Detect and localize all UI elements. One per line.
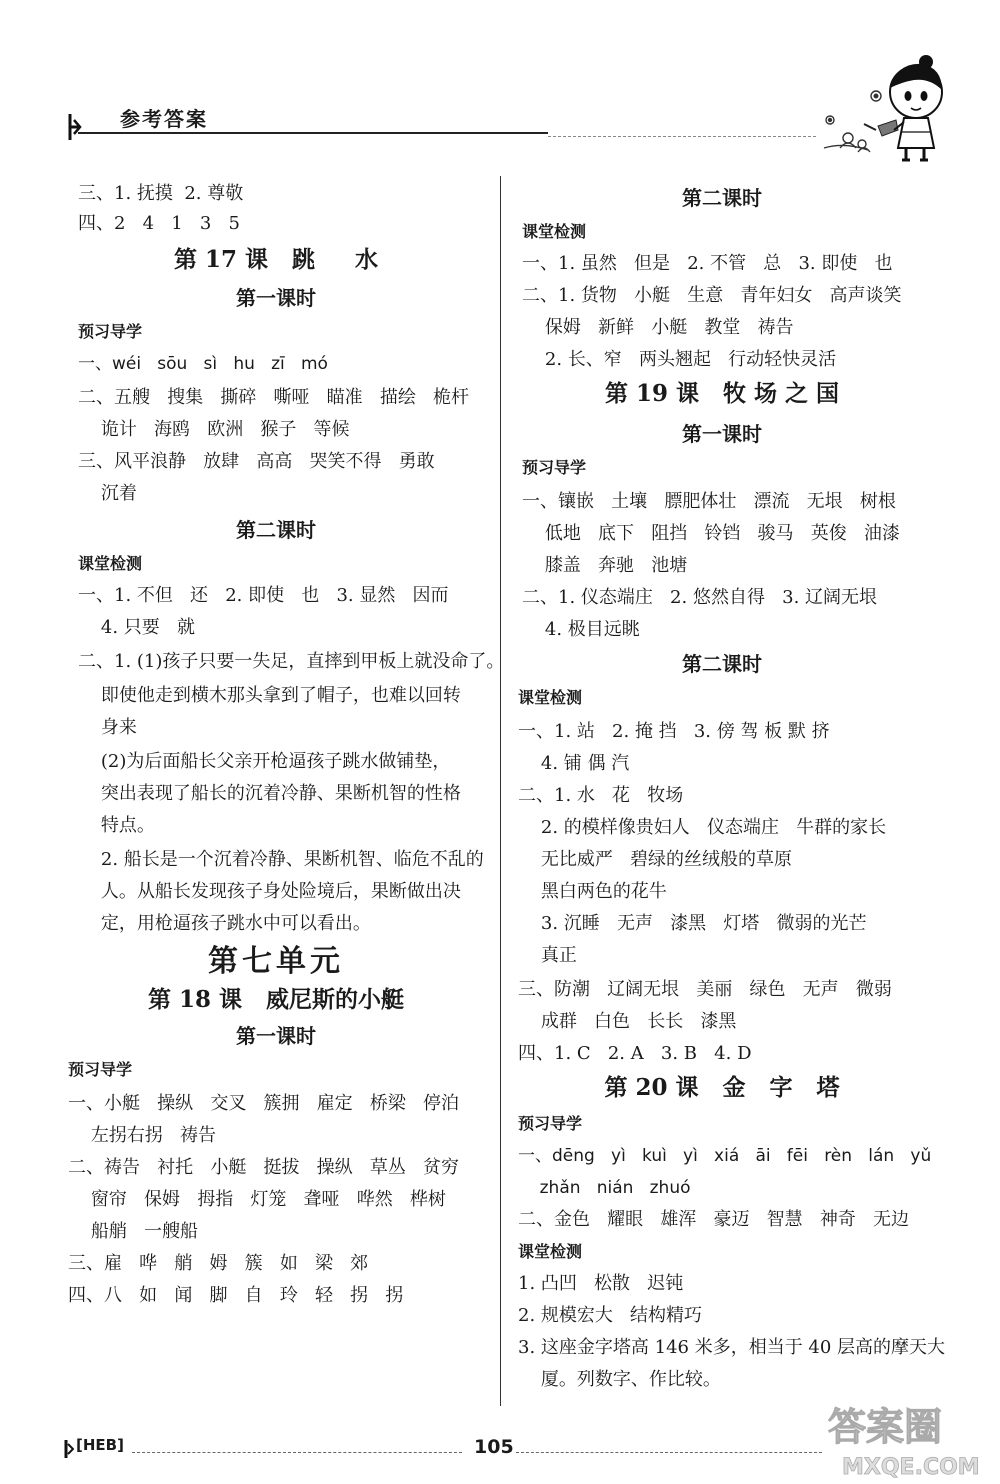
- subsection-label: 课堂检测: [518, 688, 583, 707]
- answer-line: 真正: [518, 945, 577, 966]
- answer-line: 四、2 4 1 3 5: [78, 213, 240, 234]
- watermark-text: 答案圈: [828, 1405, 943, 1449]
- subsection-label: 课堂检测: [518, 1242, 583, 1261]
- answer-line: 定，用枪逼孩子跳水中可以看出。: [78, 913, 371, 934]
- answer-line: 无比威严 碧绿的丝绒般的草原: [518, 849, 793, 870]
- pinyin-answer-line: 一、dēng yì kuì yì xiá āi fēi rèn lán yǔ: [518, 1146, 932, 1166]
- answer-line: 2. 船长是一个沉着冷静、果断机智、临危不乱的: [78, 849, 484, 870]
- footer-dotted-rule: [516, 1452, 822, 1453]
- subsection-label: 预习导学: [522, 458, 587, 477]
- answer-line: 保姆 新鲜 小艇 教堂 祷告: [522, 317, 794, 338]
- answer-line: 一、1. 站 2. 掩 挡 3. 傍 驾 板 默 挤: [518, 721, 830, 742]
- cartoon-girl-mascot-icon: [818, 52, 948, 164]
- answer-line: 特点。: [78, 815, 155, 836]
- answer-line: 成群 白色 长长 漆黑: [518, 1011, 737, 1032]
- answer-line: 2. 的模样像贵妇人 仪态端庄 牛群的家长: [518, 817, 887, 838]
- answer-line: 窗帘 保姆 拇指 灯笼 聋哑 哗然 桦树: [68, 1189, 446, 1210]
- answer-line: 诡计 海鸥 欧洲 猴子 等候: [78, 419, 350, 440]
- answer-line: 即使他走到横木那头拿到了帽子，也难以回转: [78, 685, 461, 706]
- answer-line: 四、1. C 2. A 3. B 4. D: [518, 1043, 752, 1064]
- subsection-label: 预习导学: [518, 1114, 583, 1133]
- answer-line: 二、1. 水 花 牧场: [518, 785, 684, 806]
- answer-line: 2. 长、窄 两头翘起 行动轻快灵活: [522, 349, 837, 370]
- answer-line: 三、雇 哗 艄 姆 簇 如 梁 郊: [68, 1253, 369, 1274]
- answer-line: 左拐右拐 祷告: [68, 1125, 217, 1146]
- unit-title: 第七单元: [208, 944, 344, 979]
- answer-line: 一、镶嵌 土壤 膘肥体壮 漂流 无垠 树根: [522, 491, 896, 512]
- answer-line: 4. 铺 偶 汽: [518, 753, 630, 774]
- footer-bracket-icon: [64, 1438, 74, 1460]
- subsection-label: 预习导学: [68, 1060, 133, 1079]
- answer-line: (2)为后面船长父亲开枪逼孩子跳水做铺垫，: [78, 751, 451, 772]
- subsection-label: 课堂检测: [522, 222, 587, 241]
- answer-line: 4. 只要 就: [78, 617, 195, 638]
- header-dotted-rule: [548, 126, 816, 137]
- answer-line: 二、1. (1)孩子只要一失足，直摔到甲板上就没命了。: [78, 651, 505, 672]
- answer-line: 三、1. 抚摸 2. 尊敬: [78, 183, 244, 204]
- section-title: 第一课时: [236, 286, 316, 310]
- section-title: 第一课时: [682, 422, 762, 446]
- section-title: 第二课时: [682, 186, 762, 210]
- page-header-title: 参考答案: [120, 107, 208, 131]
- answer-line: 1. 凸凹 松散 迟钝: [518, 1273, 684, 1294]
- answer-line: 一、1. 虽然 但是 2. 不管 总 3. 即使 也: [522, 253, 893, 274]
- answer-line: 人。从船长发现孩子身处险境后，果断做出决: [78, 881, 461, 902]
- answer-line: 三、防潮 辽阔无垠 美丽 绿色 无声 微弱: [518, 979, 892, 1000]
- answer-line: 四、八 如 闻 脚 自 玲 轻 拐 拐: [68, 1285, 404, 1306]
- answer-line: 低地 底下 阻挡 铃铛 骏马 英俊 油漆: [522, 523, 900, 544]
- edition-tag: [HEB]: [76, 1436, 124, 1454]
- answer-line: 3. 这座金字塔高 146 米多，相当于 40 层高的摩天大: [518, 1337, 946, 1358]
- page-number: 105: [474, 1436, 514, 1458]
- watermark-url: MXQE.COM: [842, 1455, 980, 1480]
- answer-line: 突出表现了船长的沉着冷静、果断机智的性格: [78, 783, 461, 804]
- answer-line: 4. 极目远眺: [522, 619, 640, 640]
- answer-line: 三、风平浪静 放肆 高高 哭笑不得 勇敢: [78, 451, 435, 472]
- section-title: 第二课时: [682, 652, 762, 676]
- answer-line: 二、金色 耀眼 雄浑 豪迈 智慧 神奇 无边: [518, 1209, 909, 1230]
- pinyin-answer-line: 一、wéi sōu sì hu zī mó: [78, 354, 328, 374]
- site-watermark-logo: [822, 1396, 992, 1480]
- pinyin-answer-line: zhǎn nián zhuó: [518, 1178, 691, 1198]
- answer-line: 3. 沉睡 无声 漆黑 灯塔 微弱的光芒: [518, 913, 867, 934]
- answer-line: 一、1. 不但 还 2. 即使 也 3. 显然 因而: [78, 585, 449, 606]
- answer-line: 二、祷告 衬托 小艇 挺拔 操纵 草丛 贫穷: [68, 1157, 459, 1178]
- lesson-title: 第 18 课 威尼斯的小艇: [147, 986, 405, 1013]
- answer-line: 身来: [78, 717, 137, 738]
- footer-dotted-rule: [132, 1452, 462, 1453]
- section-title: 第二课时: [236, 518, 316, 542]
- answer-line: 厦。列数字、作比较。: [518, 1369, 721, 1390]
- answer-line: 膝盖 奔驰 池塘: [522, 555, 688, 576]
- lesson-title: 第 20 课 金 字 塔: [604, 1074, 840, 1101]
- header-rule: [78, 132, 548, 134]
- answer-line: 二、五艘 搜集 撕碎 嘶哑 瞄准 描绘 桅杆: [78, 387, 469, 408]
- column-divider: [500, 176, 501, 1406]
- lesson-title: 第 19 课 牧 场 之 国: [604, 380, 840, 407]
- header-bracket-icon: [68, 112, 82, 142]
- section-title: 第一课时: [236, 1024, 316, 1048]
- subsection-label: 预习导学: [78, 322, 143, 341]
- answer-line: 二、1. 仪态端庄 2. 悠然自得 3. 辽阔无垠: [522, 587, 878, 608]
- answer-line: 黑白两色的花牛: [518, 881, 667, 902]
- answer-line: 船艄 一艘船: [68, 1221, 199, 1242]
- answer-line: 沉着: [78, 483, 137, 504]
- subsection-label: 课堂检测: [78, 554, 143, 573]
- answer-line: 一、小艇 操纵 交叉 簇拥 雇定 桥梁 停泊: [68, 1093, 459, 1114]
- lesson-title: 第 17 课 跳 水: [173, 246, 379, 273]
- answer-line: 2. 规模宏大 结构精巧: [518, 1305, 703, 1326]
- answer-line: 二、1. 货物 小艇 生意 青年妇女 高声谈笑: [522, 285, 902, 306]
